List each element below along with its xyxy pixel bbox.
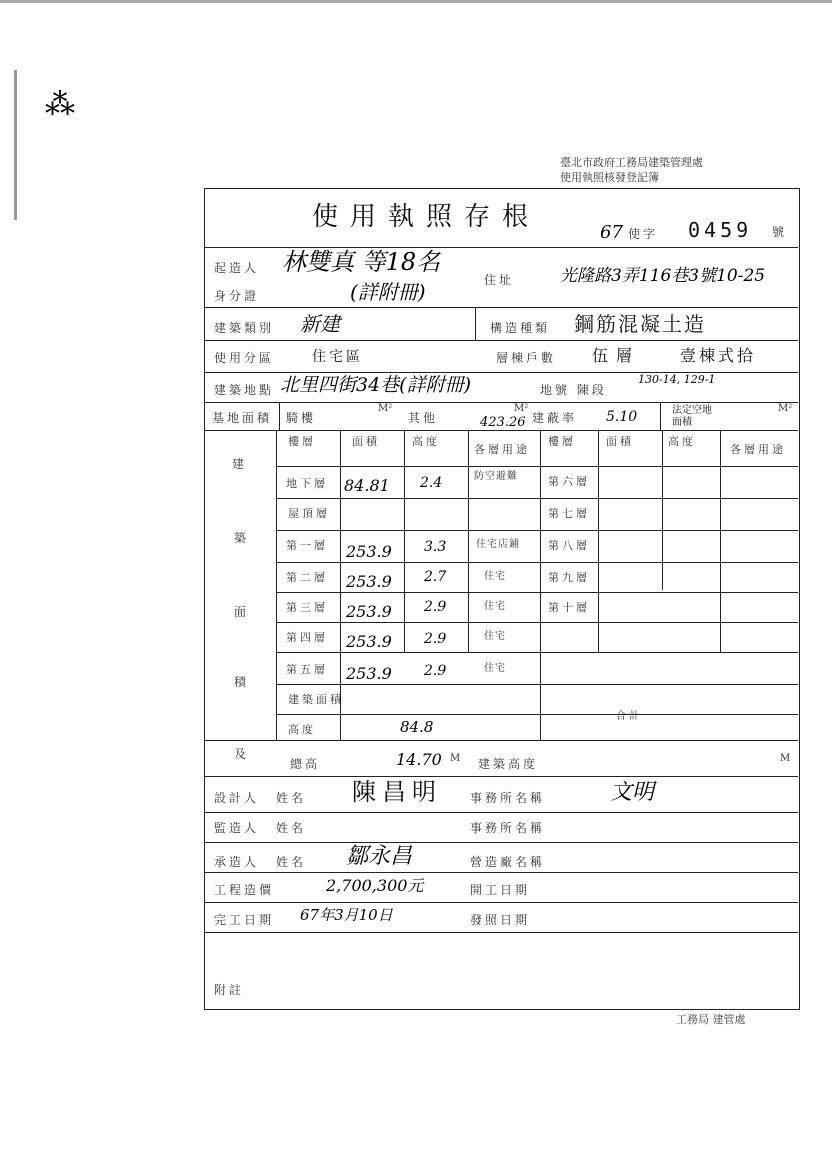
floor-5-use: 住宅 [484, 631, 506, 642]
label-issue: 發照日期 [470, 913, 531, 927]
col-floor: 樓層 [288, 435, 316, 448]
value-zone: 住宅區 [312, 349, 363, 365]
unit-m2-a: M² [378, 403, 393, 414]
floor-6-label: 第五層 [286, 663, 328, 676]
value-designer-office: 文明 [610, 780, 655, 805]
value-site-parcel: 地號 陳段 [540, 383, 607, 397]
license-number: 0459 [688, 218, 753, 242]
floor-2-use: 住宅店鋪 [476, 539, 520, 550]
floor-2-area: 253.9 [346, 542, 392, 561]
value-site: 北里四街34巷(詳附冊) [280, 374, 472, 396]
floor-5-height: 2.9 [424, 631, 447, 647]
label-remarks: 附註 [214, 983, 245, 997]
value-date: 67年3月10日 [300, 906, 393, 924]
top-border-line [0, 0, 832, 3]
col-area-r: 面積 [606, 435, 634, 448]
right-floor-9: 第九層 [548, 571, 590, 584]
unit-m-total: M [450, 753, 461, 764]
col-height-r: 高度 [668, 435, 696, 448]
label-supervisor: 監造人 [214, 821, 260, 835]
col-height: 高度 [412, 435, 440, 448]
label-contractor: 承造人 [214, 855, 260, 869]
floor-0-label: 地下層 [286, 477, 328, 490]
value-cost: 2,700,300元 [326, 876, 424, 895]
label-contractor-name: 姓名 [276, 855, 307, 869]
floor-5-area: 253.9 [346, 632, 392, 651]
license-mid: 使字 [628, 227, 659, 241]
floor-6-use: 住宅 [484, 663, 506, 674]
value-category: 新建 [300, 312, 340, 336]
floor-6-height: 2.9 [424, 663, 447, 679]
side-label-2: 築 [234, 531, 250, 545]
label-other: 其他 [408, 411, 439, 425]
label-zone: 使用分區 [214, 351, 275, 365]
col-area: 面積 [352, 435, 380, 448]
label-designer-name: 姓名 [276, 791, 307, 805]
col-use: 各層用途 [474, 443, 530, 456]
value-builder-note: (詳附冊) [350, 280, 426, 304]
floor-2-height: 3.3 [424, 539, 447, 555]
license-suffix: 號 [772, 225, 788, 239]
side-label-3: 面 [234, 605, 250, 619]
floor-3-height: 2.7 [424, 569, 447, 585]
floor-4-use: 住宅 [484, 601, 506, 612]
floor-4-area: 253.9 [346, 602, 392, 621]
right-floor-7: 第七層 [548, 507, 590, 520]
label-address: 住址 [484, 273, 515, 287]
label-builder: 起造人 [214, 261, 260, 275]
unit-m2-b: M² [514, 403, 529, 414]
margin-glyph: ⁂ [45, 87, 75, 122]
label-cost: 工程造價 [214, 883, 275, 897]
top-stamp: 臺北市政府工務局建築管理處 [560, 156, 703, 169]
value-units: 壹棟式拾 [680, 346, 757, 365]
label-height-total: 高度 [288, 723, 316, 736]
label-floors: 層棟戶數 [496, 351, 557, 365]
value-structure: 鋼筋混凝土造 [574, 312, 706, 336]
license-prefix: 67 [600, 222, 623, 243]
value-floors: 伍層 [592, 346, 641, 365]
label-area: 基地面積 [212, 411, 273, 425]
value-basement-area: 84.8 [400, 718, 434, 736]
floor-0-use: 防空避難 [474, 471, 518, 482]
label-site: 建築地點 [214, 383, 275, 397]
label-designer: 設計人 [214, 791, 260, 805]
right-floor-6: 第六層 [548, 475, 590, 488]
right-floor-10: 第十層 [548, 601, 590, 614]
value-designer: 陳昌明 [352, 778, 442, 806]
bottom-stamp: 工務局 建管處 [676, 1013, 746, 1026]
label-category: 建築類別 [214, 321, 275, 335]
label-total: 總高 [290, 757, 321, 771]
value-address: 光隆路3弄116巷3號10-25 [560, 266, 766, 286]
unit-m-bldg: M [780, 753, 791, 764]
label-coverage: 建蔽率 [532, 411, 578, 425]
floor-6-area: 253.9 [346, 664, 392, 683]
label-supervisor-office: 事務所名稱 [470, 821, 546, 835]
label-structure: 構造種類 [490, 321, 551, 335]
margin-mark [14, 70, 17, 220]
label-finish: 完工日期 [214, 913, 275, 927]
label-start: 開工日期 [470, 883, 531, 897]
floor-4-label: 第三層 [286, 601, 328, 614]
col-use-r: 各層用途 [730, 443, 786, 456]
label-company: 營造廠名稱 [470, 855, 546, 869]
right-note: 合計 [616, 711, 642, 722]
label-bldg-height: 建築高度 [478, 757, 539, 771]
label-bldg: 騎樓 [286, 411, 317, 425]
form-title: 使用執照存根 [312, 202, 541, 232]
right-floor-8: 第八層 [548, 539, 590, 552]
floor-2-label: 第一層 [286, 539, 328, 552]
side-label-1: 建 [232, 457, 248, 471]
side-label-5: 及 [234, 747, 250, 761]
col-floor-r: 樓層 [548, 435, 576, 448]
unit-m2-c: M² [778, 403, 793, 414]
value-builder: 林雙真 等18名 [282, 248, 441, 276]
value-coverage: 5.10 [606, 409, 638, 425]
floor-4-height: 2.9 [424, 599, 447, 615]
top-stamp-2: 使用執照核發登記簿 [560, 171, 659, 184]
floor-3-area: 253.9 [346, 572, 392, 591]
label-supervisor-name: 姓名 [276, 821, 307, 835]
value-total-height: 14.70 [396, 750, 442, 769]
label-landarea: 法定空地面積 [672, 405, 712, 428]
value-base-area: 423.26 [480, 415, 526, 430]
floor-3-label: 第二層 [286, 571, 328, 584]
label-office: 事務所名稱 [470, 791, 546, 805]
floor-3-use: 住宅 [484, 571, 506, 582]
floor-0-area: 84.81 [344, 476, 390, 495]
value-contractor: 鄒永昌 [346, 844, 413, 869]
floor-1-label: 屋頂層 [288, 507, 330, 520]
floor-0-height: 2.4 [420, 475, 443, 491]
label-building-area: 建築面積 [288, 693, 344, 706]
label-id: 身分證 [214, 289, 260, 303]
floor-5-label: 第四層 [286, 631, 328, 644]
side-label-4: 積 [234, 675, 250, 689]
value-parcel-numbers: 130-14, 129-1 [638, 373, 716, 386]
